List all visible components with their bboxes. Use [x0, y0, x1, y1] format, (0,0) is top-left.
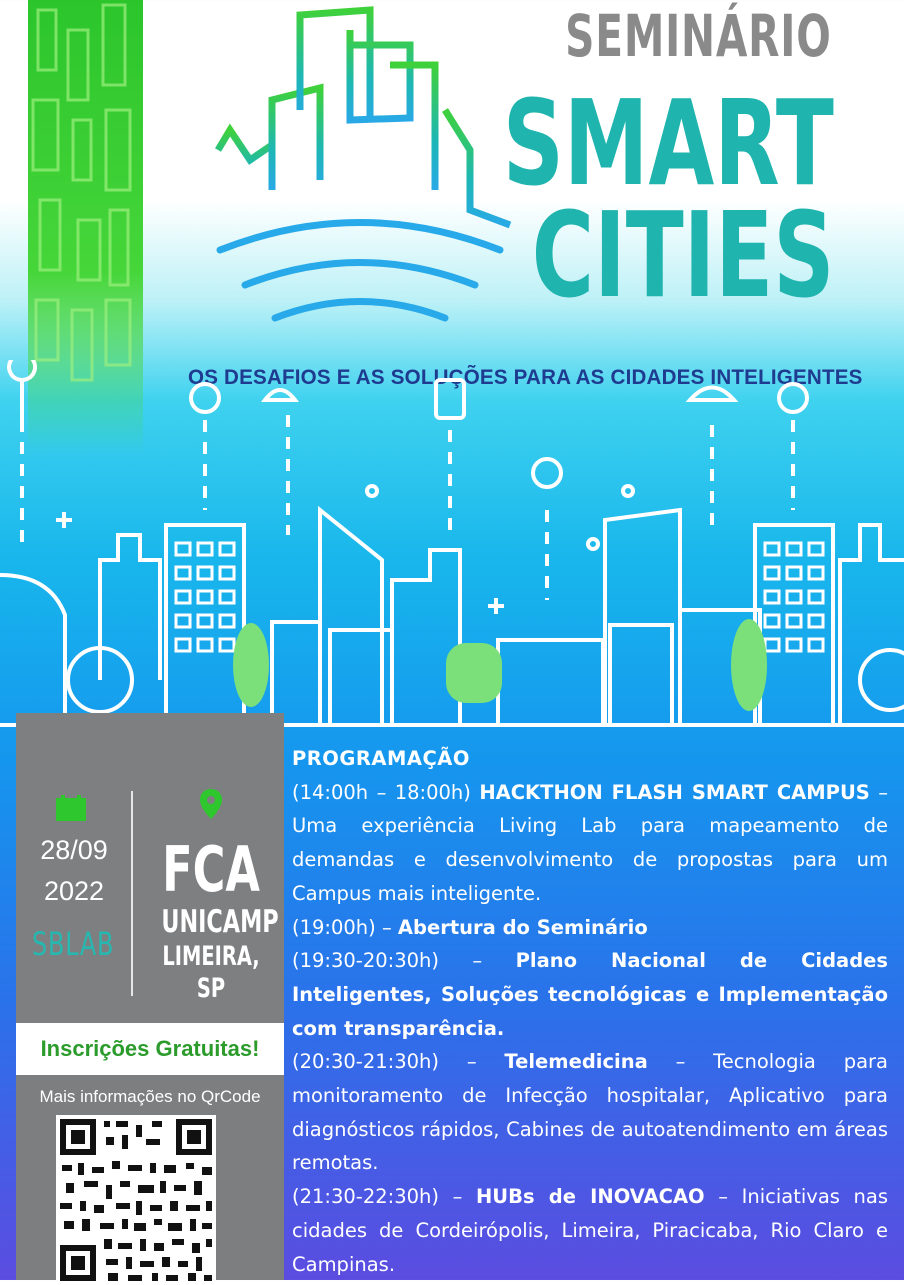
program-item — [292, 944, 888, 1045]
city-skyline-illustration-icon — [0, 360, 904, 740]
qr-code-icon[interactable] — [56, 1115, 216, 1285]
venue-city: LIMEIRA, SP — [162, 940, 260, 1005]
program-item-title: HACKTHON FLASH SMART CAMPUS — [479, 780, 870, 804]
free-registration-banner: Inscrições Gratuitas! — [16, 1023, 284, 1075]
subtitle: OS DESAFIOS E AS SOLUÇÕES PARA AS CIDADES INTELIGENTES — [188, 366, 863, 389]
venue-unicamp: UNICAMP — [161, 904, 279, 940]
program-item-desc: – Tecnologia para monitoramento de Infecção hospitalar, Aplicativo para diagnósticos rápidos, Cabines de autoatendimento em áreas remotas. — [292, 1050, 888, 1175]
program-item-title: Plano Nacional de Cidades Inteligentes, Soluções tecnológicas e Implementação com transparência. — [292, 949, 888, 1040]
program-item-title: Telemedicina — [504, 1050, 648, 1074]
title-cities: CITIES — [531, 186, 834, 324]
program-item — [292, 911, 888, 945]
program-item-time: (20:30-21:30h) – — [292, 1050, 505, 1074]
seminario-label: SEMINÁRIO — [565, 2, 832, 70]
venue-fca: FCA — [162, 833, 260, 906]
qr-section — [16, 1075, 284, 1280]
more-info-label[interactable]: Mais informações no QrCode — [39, 1087, 261, 1106]
event-date-year: 2022 — [43, 875, 105, 906]
program-item — [292, 1045, 888, 1180]
program-heading: PROGRAMAÇÃO — [292, 747, 470, 770]
program-item-title: Abertura do Seminário — [397, 915, 648, 939]
program-content — [292, 742, 888, 1281]
divider — [131, 791, 133, 996]
event-date — [26, 830, 122, 911]
calendar-icon — [56, 795, 86, 821]
event-info-panel — [16, 713, 284, 1280]
title-smart: SMART — [502, 74, 834, 212]
sblab-logo: SBLAB — [32, 925, 115, 963]
venue — [142, 833, 280, 1005]
smart-city-logo-icon — [200, 0, 530, 330]
program-item-desc: – Uma experiência Living Lab para mapeamento de demandas e desenvolvimento de propostas para um Campus mais inteligente. — [292, 780, 888, 905]
map-pin-icon — [200, 789, 222, 819]
program-item-time: (19:00h) – — [292, 915, 398, 939]
program-item — [292, 1180, 888, 1281]
program-item-time: (19:30-20:30h) – — [292, 949, 516, 973]
program-item-time: (14:00h – 18:00h) — [292, 780, 480, 804]
program-item-title: HUBs de INOVACAO — [475, 1185, 705, 1209]
program-item-desc: – Iniciativas nas cidades de Cordeirópolis, Limeira, Piracicaba, Rio Claro e Campinas. — [292, 1185, 888, 1276]
program-item-time: (21:30-22:30h) – — [292, 1185, 476, 1209]
event-date-day: 28/09 — [40, 835, 108, 865]
program-item — [292, 776, 888, 911]
